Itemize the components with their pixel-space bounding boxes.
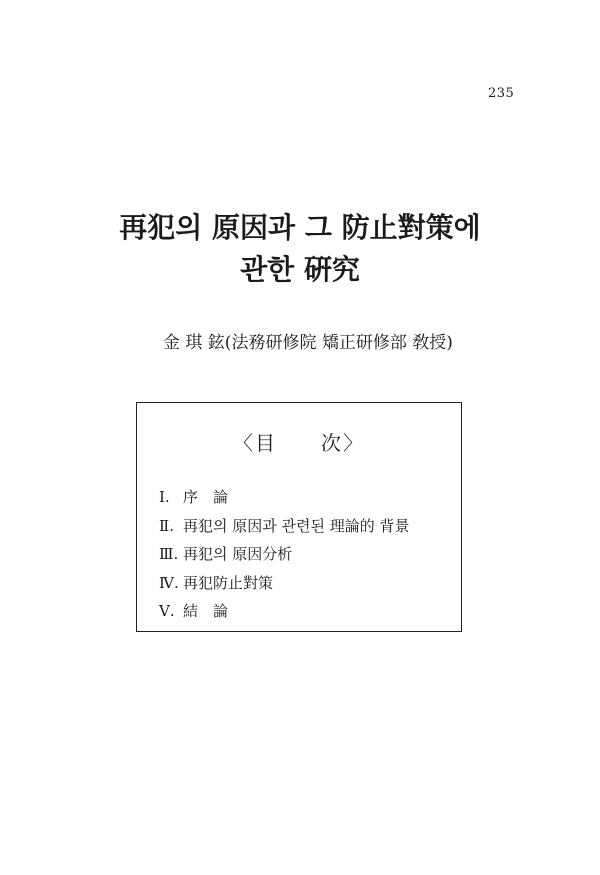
- author-affiliation: 金 琪 鉉(法務研修院 矯正研修部 敎授): [163, 333, 453, 353]
- toc-item-number: Ⅴ.: [159, 602, 175, 620]
- paper-title-line-1: 再犯의 原因과 그 防止對策에: [119, 211, 481, 244]
- table-of-contents-box: [136, 402, 462, 632]
- page-number: 235: [488, 86, 515, 101]
- paper-title-line-2: 관한 硏究: [240, 253, 360, 286]
- toc-item: [159, 512, 410, 541]
- toc-item-label: 再犯防止對策: [183, 573, 274, 592]
- toc-item-label: 序 論: [183, 488, 229, 506]
- toc-item-number: Ⅰ.: [159, 488, 170, 506]
- toc-item: [159, 483, 410, 512]
- toc-item-label: 再犯의 原因과 관련된 理論的 背景: [183, 516, 410, 535]
- toc-item-label: 結 論: [183, 602, 229, 620]
- toc-item: [159, 597, 410, 626]
- toc-list: [159, 483, 410, 626]
- toc-item: [159, 540, 410, 569]
- toc-item-label: 再犯의 原因分析: [183, 545, 293, 563]
- toc-item-number: Ⅱ.: [159, 516, 174, 535]
- toc-item: [159, 569, 410, 598]
- toc-heading: 〈目 次〉: [233, 431, 365, 455]
- toc-item-number: Ⅲ.: [159, 545, 179, 563]
- toc-item-number: Ⅳ.: [159, 573, 179, 592]
